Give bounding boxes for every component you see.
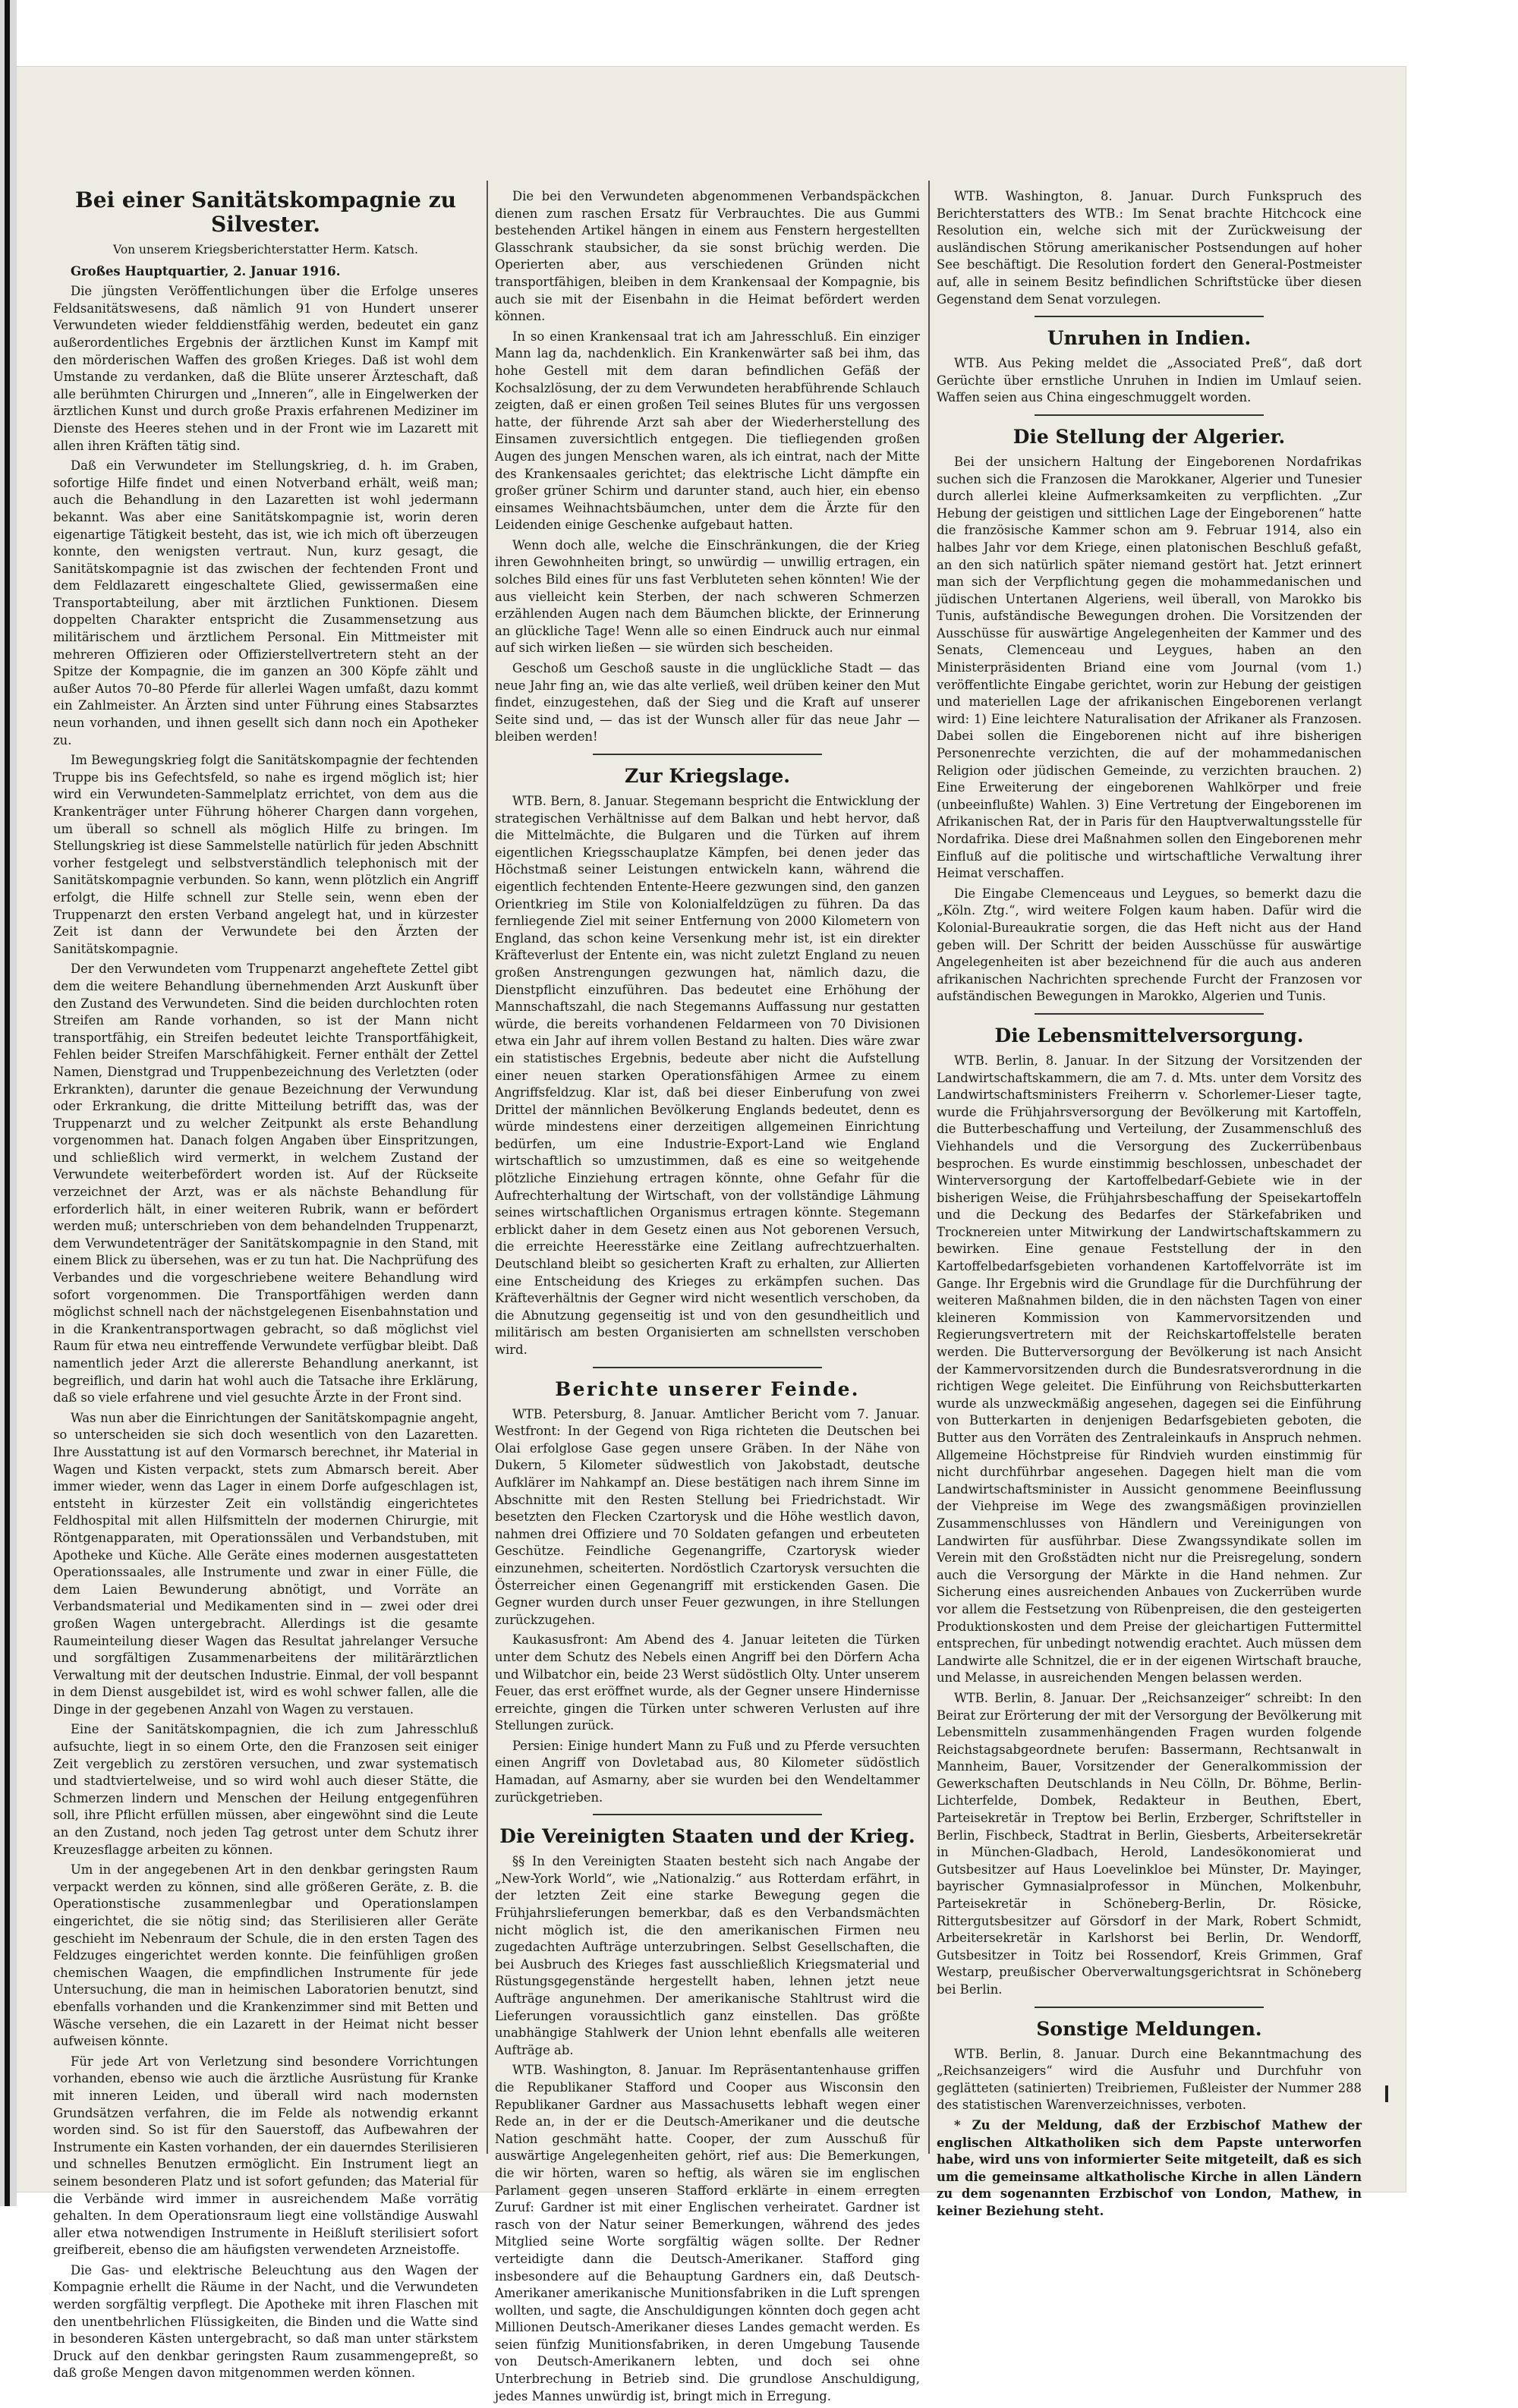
article-title: Die Lebensmittelversorgung.	[994, 1024, 1304, 1047]
paragraph: WTB. Washington, 8. Januar. Durch Funkspruch des Berichterstatters des WTB.: Im Senat brachte Hitchcock eine Resolution ein, welche sich mit der Zurückweisung der ausländischen Störung amerikanischer Postsendungen auf hoher See beschäftigt. Die Resolution fordert den General-Postmeister auf, alle in seinem Besitz befindlichen Schriftstücke über diesen Gegenstand dem Senat vorzulegen.	[937, 189, 1362, 307]
scan-edge	[0, 0, 17, 2206]
separator	[593, 754, 822, 755]
article-title: Die Vereinigten Staaten und der Krieg.	[499, 1825, 915, 1848]
paragraph: Was nun aber die Einrichtungen der Sanitätskompagnie angeht, so unterscheiden sie sich doch wesentlich von den Lazaretten. Ihre Ausstattung ist auf den Vormarsch berechnet, ihr Material in Wagen und Kisten verpackt, stets zum Abmarsch bereit. Aber immer wieder, wenn das Lager in einem Dorfe aufgeschlagen ist, entsteht in kürzester Zeit ein vollständig eingerichtetes Feldhospital mit allen Hilfsmitteln der modernen Chirurgie, mit Röntgenapparaten, mit Operationssälen und Verbandstuben, mit Apotheke und Küche. Alle Geräte eines modernen ausgestatteten Operationssaales, alle Instrumente und zwar in einer Fülle, die dem Laien Bewunderung abnötigt, und Vorräte an Verbandsmaterial und Medikamenten sind in — zwei oder drei großen Wagen untergebracht. Allerdings ist die gesamte Raumeinteilung dieser Wagen das Resultat jahrelanger Versuche und sorgfältigen Zusammenarbeitens der militärärztlichen Verwaltung mit der deutschen Industrie. Einmal, der voll bespannt in dem Dienst ausgebildet ist, wird es wohl schwer fallen, alle die Dinge in der gegebenen Anzahl von Wagen zu verstauen.	[53, 1410, 478, 1717]
newspaper-page	[17, 67, 1406, 2403]
paragraph: WTB. Berlin, 8. Januar. In der Sitzung der Vorsitzenden der Landwirtschaftskammern, die am 7. d. Mts. unter dem Vorsitz des Landwirtschaftsministers Freiherrn v. Schorlemer-Lieser tagte, wurde die Frühjahrsversorgung der Bevölkerung mit Kartoffeln, die Butterbeschaffung und Verteilung, der Zusammenschluß des Viehhandels und die Versorgung des Zuckerrübenbaus besprochen. Es wurde einstimmig beschlossen, unbeschadet der Winterversorgung der Kartoffelbedarf-Gebiete wie in der bisherigen Weise, die Frühjahrsbeschaffung der Speisekartoffeln und die Deckung des Bedarfes der Stärkefabriken und Trocknereien unter Mitwirkung der Landwirtschaftskammern zu bewirken. Eine genaue Feststellung der in den Kartoffelbedarfsgebieten vorhandenen Kartoffelvorräte ist im Gange. Ihr Ergebnis wird die Grundlage für die Durchführung der weiteren Maßnahmen bilden, die in den nächsten Tagen von einer kleineren Kommission von Kammervorsitzenden und Regierungsvertretern mit der Reichskartoffelstelle beraten werden. Die Butterversorgung der Bevölkerung ist nach Ansicht der Kammervorsitzenden durch die Bundesratsverordnung in die richtigen Wege geleitet. Die Einführung von Reichsbutterkarten wurde als unzweckmäßig angesehen, dagegen sei die Einführung von Butterkarten in denjenigen Bedarfsgebieten geboten, die Butter aus den Vorräten des Zentraleinkaufs in Anspruch nehmen. Allgemeine Höchstpreise für Rindvieh wurden einstimmig für nicht durchführbar angesehen. Dagegen hielt man die vom Landwirtschaftsminister in Aussicht genommene Beeinflussung der Viehpreise im Wege des zwangsmäßigen provinziellen Zusammenschlusses von Händlern und Vereinigungen von Landwirten für ausführbar. Diese Zwangssyndikate sollen im Verein mit den Großstädten nicht nur die Preisregelung, sondern auch die Versorgung der Märkte in die Hand nehmen. Zur Sicherung eines ausreichenden Anbaues von Zuckerrüben wurde vor allem die Festsetzung von Rübenpreisen, die den gesteigerten Produktionskosten und dem Preise der gleichartigen Futtermittel entsprechen, für unbedingt notwendig erachtet. Auch müssen dem Landwirte alle Schnitzel, die er in der eigenen Wirtschaft brauche, und Melasse, in ausreichenden Mengen belassen werden.	[937, 1053, 1362, 1686]
paragraph: WTB. Berlin, 8. Januar. Durch eine Bekanntmachung des „Reichsanzeigers“ wird die Ausfuhr und Durchfuhr von geglätteten (satinierten) Treibriemen, Fußleister der Nummer 288 des statistischen Warenverzeichnisses, verboten.	[937, 2046, 1362, 2113]
paragraph: Kaukasusfront: Am Abend des 4. Januar leiteten die Türken unter dem Schutz des Nebels einen Angriff bei den Dörfern Acha und Wilbatchor ein, beide 23 Werst südöstlich Olty. Unter unserem Feuer, das erst eröffnet wurde, als der Gegner unsere Hindernisse erreichte, gingen die Türken unter schweren Verlusten auf ihre Stellungen zurück.	[495, 1632, 920, 1733]
column-3	[937, 188, 1362, 2224]
column-rule	[487, 181, 488, 2154]
paragraph: Bei der unsichern Haltung der Eingeborenen Nordafrikas suchen sich die Franzosen die Marokkaner, Algerier und Tunesier durch allerlei kleine Aufmerksamkeiten zu verpflichten. „Zur Hebung der geistigen und sittlichen Lage der Eingeborenen“ hatte die französische Kammer schon am 9. Februar 1914, also ein halbes Jahr vor dem Kriege, einen platonischen Beschluß gefaßt, an den sich natürlich später niemand gestört hat. Jetzt erinnert man sich der Verpflichtung gegen die mohammedanischen und jüdischen Untertanen Algeriens, weil überall, von Marokko bis Tunis, aufständische Bewegungen drohen. Die Vorsitzenden der Ausschüsse für auswärtige Angelegenheiten der Kammer und des Senats, Clemenceau und Leygues, haben an den Ministerpräsidenten Briand eine vom Journal (vom 1.) veröffentlichte Eingabe gerichtet, worin zur Hebung der geistigen und materiellen Lage der afrikanischen Eingeborenen verlangt wird: 1) Eine leichtere Naturalisation der Afrikaner als Franzosen. Dabei sollen die Eingeborenen nicht auf ihre bisherigen Personenrechte verzichten, die auf der mohammedanischen Religion oder jüdischen Gemeinde, zu verzichten brauchen. 2) Eine Erweiterung der eingeborenen Wahlkörper und freie (unbeeinflußte) Wahlen. 3) Eine Vertretung der Eingeborenen im Afrikanischen Rat, der in Paris für den Hauptverwaltungsstelle für Nordafrika. Diese drei Maßnahmen sollen den Eingeborenen mehr Einfluß auf die politische und wirtschaftliche Verwaltung ihrer Heimat verschaffen.	[937, 454, 1362, 881]
paragraph: Die Eingabe Clemenceaus und Leygues, so bemerkt dazu die „Köln. Ztg.“, wird weitere Folgen kaum haben. Dafür wird die Kolonial-Bureaukratie sorgen, die das Heft nicht aus der Hand geben will. Der Schritt der beiden Ausschüsse für auswärtige Angelegenheiten ist aber bezeichnend für die auch aus anderen afrikanischen Nachrichten sprechende Furcht der Franzosen vor aufständischen Bewegungen in Marokko, Algerien und Tunis.	[937, 886, 1362, 1004]
paragraph	[53, 263, 478, 281]
column-1	[53, 188, 478, 2385]
paragraph: WTB. Petersburg, 8. Januar. Amtlicher Bericht vom 7. Januar. Westfront: In der Gegend von Riga richteten die Deutschen bei Olai erfolglose Gase gegen unsere Gräben. In der Nähe von Dukern, 5 Kilometer südwestlich von Jakobstadt, deutsche Aufklärer im Nahkampf an. Diese bestätigen nach ihrem Sinne im Abschnitte mit den Resten Stellung bei Friedrichstadt. Wir besetzten den Flecken Czartorysk und die Höhe westlich davon, nahmen drei Offiziere und 70 Soldaten gefangen und erbeuteten Geschütze. Feindliche Gegenangriffe, Czartorysk wieder einzunehmen, scheiterten. Nordöstlich Czartorysk versuchten die Österreicher einen Gegenangriff mit erstickenden Gasen. Die Gegner wurden durch unser Feuer gezwungen, in ihre Stellungen zurückzugehen.	[495, 1406, 920, 1627]
paragraph: Geschoß um Geschoß sauste in die unglückliche Stadt — das neue Jahr fing an, wie das alte verließ, weil drüben keiner den Mut findet, einzugestehen, daß der Sieg und die Kraft auf unserer Seite sind und, — das ist der Wunsch aller für das neue Jahr — bleiben werden!	[495, 661, 920, 744]
paragraph: WTB. Bern, 8. Januar. Stegemann bespricht die Entwicklung der strategischen Verhältnisse auf dem Balkan und hebt hervor, daß die Mittelmächte, die Bulgaren und die Türken auf ihrem eigentlichen Kriegsschauplatze Kämpfen, bei denen jeder das Höchstmaß seiner Leistungen entwickeln kann, während die eigentlich fechtenden Entente-Heere gezwungen sind, den ganzen Orientkrieg im Stile von Kolonialfeldzügen zu führen. Da das fernliegende Ziel mit seiner Entfernung von 2000 Kilometern von England, das schon keine Versenkung mehr ist, ist ein direkter Kräfteverlust der Entente ein, was nicht zuletzt England zu neuen großen Anstrengungen gezwungen hat, nämlich dazu, die Dienstpflicht einzuführen. Das bedeutet eine Erhöhung der Mannschaftszahl, die nach Stegemanns Auffassung nur gestatten würde, die bereits vorhandenen Feldarmeen von 70 Divisionen etwa ein Jahr auf ihrem vollen Bestand zu halten. Dies wäre zwar ein statistisches Ergebnis, bedeute aber nicht die Aufstellung einer neuen starken Operationsfähigen Armee zu einem Angriffsfeldzug. Klar ist, daß bei dieser Einberufung von zwei Drittel der männlichen Bevölkerung Englands bedeutet, denn es würde mindestens einer derzeitigen allgemeinen Einrichtung bedürfen, um eine Industrie-Export-Land wie England wirtschaftlich so umzustimmen, daß es eine so weitgehende plötzliche Einziehung ertragen könnte, ohne Gefahr für die Aufrechterhaltung der Wirtschaft, von der vollständige Lähmung seines wirtschaftlichen Organismus ertragen könnte. Stegemann erblickt daher in dem Gesetz einen aus Not geborenen Versuch, die erreichte Heeresstärke eine Zeitlang aufrechtzuerhalten. Deutschland bleibt so gesicherten Kraft zu erhalten, zur Allierten eine Entscheidung des Krieges zu erkämpfen suchen. Das Kräfteverhältnis der Gegner wird nicht wesentlich verschoben, da die Abnutzung gegenseitig ist und von den gesundheitlich und militärisch am besten Organisierten am schnellsten verschoben wird.	[495, 794, 920, 1357]
separator	[593, 1367, 822, 1368]
margin-mark	[1385, 2085, 1388, 2102]
separator	[1035, 1013, 1264, 1015]
column-2	[495, 188, 920, 2408]
paragraph: WTB. Berlin, 8. Januar. Der „Reichsanzeiger“ schreibt: In den Beirat zur Erörterung der mit der Versorgung der Bevölkerung mit Lebensmitteln zusammenhängenden Fragen wurden folgende Reichstagsabgeordnete berufen: Bassermann, Rechtsanwalt in Mannheim, Bauer, Vorsitzender der Generalkommission der Gewerkschaften Deutschlands in Neu Cölln, Dr. Böhme, Berlin-Lichterfelde, Dombek, Redakteur in Beuthen, Ebert, Parteisekretär in Treptow bei Berlin, Erzberger, Schriftsteller in Berlin, Fischbeck, Stadtrat in Berlin, Giesberts, Arbeitersekretär in München-Gladbach, Herold, Landesökonomierat und Gutsbesitzer auf Haus Loevelinkloe bei Münster, Dr. Mayinger, bayrischer Gymnasialprofessor in München, Molkenbuhr, Parteisekretär in Schöneberg-Berlin, Dr. Rösicke, Rittergutsbesitzer auf Görsdorf in der Mark, Robert Schmidt, Arbeitersekretär in Karlshorst bei Berlin, Dr. Wendorff, Gutsbesitzer in Toitz bei Rossendorf, Kreis Grimmen, Graf Westarp, preußischer Oberverwaltungsgerichtsrat in Schöneberg bei Berlin.	[937, 1690, 1362, 1997]
paragraph: Um in der angegebenen Art in den denkbar geringsten Raum verpackt werden zu können, sind alle größeren Geräte, z. B. die Operationstische zusammenlegbar und Operationslampen eingerichtet, die sie nötig sind; das Sterilisieren aller Geräte geschieht im Nebenraum der Schule, die in den ersten Tagen des Feldzuges eingerichtet werden konnte. Die feinfühligen großen chemischen Waagen, die empfindlichen Instrumente für jede Untersuchung, die man in heimischen Laboratorien benutzt, sind ebenfalls vorhanden und die Krankenzimmer sind mit Betten und Wäsche versehen, die ein Lazarett in der Heimat nicht besser aufweisen könnte.	[53, 1862, 478, 2049]
separator	[593, 1814, 822, 1815]
article-title: Zur Kriegslage.	[625, 765, 790, 787]
article-title: Sonstige Meldungen.	[1036, 2017, 1262, 2040]
separator	[1035, 414, 1264, 416]
paragraph: Eine der Sanitätskompagnien, die ich zum Jahresschluß aufsuchte, liegt in so einem Orte, den die Franzosen seit einiger Zeit vergeblich zu zerstören versuchen, und zwar systematisch und stadtviertelweise, und so wird wohl auch dieser Stätte, die Schmerzen lindern und Menschen der Heilung entgegenführen soll, ihre Pflicht erfüllen müssen, aber eingewöhnt sind die Leute an den Zustand, noch jeden Tag getrost unter dem Schutz ihrer Kreuzesflagge arbeiten zu können.	[53, 1722, 478, 1857]
paragraph: Im Bewegungskrieg folgt die Sanitätskompagnie der fechtenden Truppe bis ins Gefechtsfeld, so nahe es irgend möglich ist; hier wird ein Verwundeten-Sammelplatz errichtet, von dem aus die Krankenträger unter Führung höherer Chargen dann vorgehen, um überall so schnell als möglich Hilfe zu bringen. Im Stellungskrieg ist diese Sammelstelle natürlich für jeden Abschnitt vorher festgelegt und selbstverständlich telephonisch mit der Sanitätskompagnie verbunden. So kann, wenn plötzlich ein Angriff erfolgt, die Hilfe schnell zur Stelle sein, wenn eben der Truppenarzt den ersten Verband angelegt hat, und in kürzester Zeit ist dann der Verwundete bei den Ärzten der Sanitätskompagnie.	[53, 753, 478, 956]
paragraph: Die jüngsten Veröffentlichungen über die Erfolge unseres Feldsanitätswesens, daß nämlich 91 von Hundert unserer Verwundeten wieder felddienstfähig werden, bedeutet ein ganz außerordentliches Ergebnis der ärztlichen Kunst im Kampf mit den mörderischen Waffen des großen Krieges. Daß ist wohl dem Umstande zu verdanken, daß die Blüte unserer Ärzteschaft, daß alle berühmten Chirurgen und „Inneren“, alle in Eingelwerken der ärztlichen Kunst und durch große Praxis erfahrenen Mediziner im Dienste des Heeres stehen und in der Front wie im Lazarett mit allen ihren Kräften tätig sind.	[53, 284, 478, 453]
paragraph: Für jede Art von Verletzung sind besondere Vorrichtungen vorhanden, ebenso wie auch die ärztliche Ausrüstung für Kranke mit inneren Leiden, und überall wird nach modernsten Grundsätzen verfahren, die im Felde als notwendig erkannt worden sind. So ist für den Sauerstoff, das Aufbewahren der Instrumente ein Kasten vorhanden, der ein dauerndes Sterilisieren und schnelles Benutzen ermöglicht. Ein Instrument liegt an seinem besonderen Platz und ist sofort gefunden; das Material für die Verbände wird immer in ausreichendem Maße vorrätig gehalten. In dem Operationsraum liegt eine vollständige Auswahl aller etwa notwendigen Instrumente in Heißluft sterilisiert sofort greifbereit, ebenso die am häufigsten verwendeten Arzneistoffe.	[53, 2054, 478, 2258]
article-title: Bei einer Sanitätskompagnie zu Silvester.	[75, 187, 456, 237]
article-title: Die Stellung der Algerier.	[1013, 425, 1286, 448]
paragraph: WTB. Aus Peking meldet die „Associated Preß“, daß dort Gerüchte über ernstliche Unruhen in Indien im Umlauf seien. Waffen seien aus China eingeschmuggelt worden.	[937, 356, 1362, 405]
column-rule	[928, 181, 930, 2154]
separator	[1035, 316, 1264, 317]
paragraph: Wenn doch alle, welche die Einschränkungen, die der Krieg ihren Gewohnheiten bringt, so unwürdig — unwillig ertragen, ein solches Bild eines für uns fast Verbluteten sehen könnten! Wie der aus vielleicht kein Sterben, der nach schweren Schmerzen erzählenden Augen nach dem Bäumchen blickte, der Erinnerung an glückliche Tage! Wenn alle so einen Eindruck auch nur einmal auf sich wirken ließen — sie würden sich bescheiden.	[495, 537, 920, 656]
paragraph: Der den Verwundeten vom Truppenarzt angeheftete Zettel gibt dem die weitere Behandlung übernehmenden Arzt Auskunft über den Zustand des Verwundeten. Sind die beiden durchlochten roten Streifen am Rande vorhanden, so ist der Mann nicht transportfähig, ein Streifen bedeutet leichte Transportfähigkeit, Fehlen beider Streifen Marschfähigkeit. Ferner enthält der Zettel Namen, Dienstgrad und Truppenbezeichnung des Verletzten (oder Erkrankten), darunter die genaue Bezeichnung der Verwundung oder Erkrankung, die dritte Mitteilung betrifft das, was der Truppenarzt und zu welcher Zeitpunkt als erste Behandlung vorgenommen hat. Danach folgen Angaben über Einspritzungen, und schließlich wird vermerkt, in welchem Zustand der Verwundete weiterbefördert worden ist. Auf der Rückseite verzeichnet der Arzt, was er als nächste Behandlung für erforderlich hält, in einer weiteren Rubrik, wann er befördert werden muß; unterschrieben von dem behandelnden Truppenarzt, dem Verwundetenträger der Sanitätskompagnie in den Stand, mit einem Blick zu übersehen, was er zu tun hat. Die Nachprüfung des Verbandes und die vorgeschriebene weitere Behandlung wird sofort vorgenommen. Die Transportfähigen werden dann möglichst schnell nach der nächstgelegenen Eisenbahnstation und in die Krankentransportwagen gebracht, so daß möglichst viel Raum für etwa neu eintreffende Verwundete verfügbar bleibt. Daß namentlich jeder Arzt die allererste Behandlung anerkannt, ist begreiflich, und darin hat wohl auch die Tatsache ihre Erklärung, daß so viele erfahrene und viel gesuchte Ärzte in der Front sind.	[53, 962, 478, 1405]
article-title: Berichte unserer Feinde.	[555, 1377, 860, 1400]
paragraph: Die Gas- und elektrische Beleuchtung aus den Wagen der Kompagnie erhellt die Räume in der Nacht, und die Verwundeten werden sorgfältig verpflegt. Die Apotheke mit ihren Flaschen mit den unentbehrlichen Flüssigkeiten, die Binden und die Watte sind in besonderen Kästen untergebracht, so daß man unter stärkstem Druck auf den denkbar geringsten Raum zusammengepreßt, so daß große Mengen davon mitgenommen werden können.	[53, 2262, 478, 2381]
paragraph: * Zu der Meldung, daß der Erzbischof Mathew der englischen Altkatholiken sich dem Papste unterworfen habe, wird uns von informierter Seite mitgeteilt, daß es sich um die gemeinsame altkatholische Kirche in allen Ländern zu dem sogenannten Erzbischof von London, Mathew, in keiner Beziehung steht.	[937, 2117, 1362, 2218]
paragraph: In so einen Krankensaal trat ich am Jahresschluß. Ein einziger Mann lag da, nachdenklich. Ein Krankenwärter saß bei ihm, das hohe Gestell mit dem daran befindlichen Gefäß der Kochsalzlösung, der zu dem Verwundeten herabführende Schlauch zeigten, daß er einen großen Teil seines Blutes für uns vergossen hatte, der führende Arzt sah aber der Wiederherstellung des Einsamen zuversichtlich entgegen. Die tiefliegenden großen Augen des jungen Menschen waren, als ich eintrat, nach der Mitte des Krankensaales gerichtet; das elektrische Licht dämpfte ein großer grüner Schirm und darunter stand, auch hier, ein ebenso einsames Weihnachtsbäumchen, unter dem die Ärzte für den Leidenden einige Geschenke aufgebaut hatten.	[495, 329, 920, 533]
separator	[1035, 2007, 1264, 2008]
paragraph: Persien: Einige hundert Mann zu Fuß und zu Pferde versuchten einen Angriff von Dovletabad aus, 80 Kilometer südöstlich Hamadan, auf Asmarny, aber sie wurden bei den Wendeltammer zurückgetrieben.	[495, 1738, 920, 1805]
paragraph: Die bei den Verwundeten abgenommenen Verbandspäckchen dienen zum raschen Ersatz für Verbrauchtes. Die aus Gummi bestehenden Artikel hängen in einem aus Fenstern hergestellten Glasschrank staubsicher, da sie sonst brüchig werden. Die Operierten aber, aus verschiedenen Gründen nicht transportfähigen, bleiben in dem Krankensaal der Kompagnie, bis auch sie mit der Eisenbahn in die Heimat befördert werden können.	[495, 189, 920, 324]
article-byline: Von unserem Kriegsberichterstatter Herm. Katsch.	[113, 243, 418, 257]
paragraph: WTB. Washington, 8. Januar. Im Repräsentantenhause griffen die Republikaner Stafford und Cooper aus Wisconsin den Republikaner Gardner aus Massachusetts lebhaft wegen einer Rede an, in der er die Deutsch-Amerikaner und die deutsche Nation geschmäht hatte. Cooper, der zum Ausschuß für auswärtige Angelegenheiten gehört, rief aus: Die Bemerkungen, die wir hörten, waren so heftig, als wären sie im englischen Parlament gegen unseren Stafford erklärte in einem erregten Zuruf: Gardner ist mit einer Englischen verheiratet. Gardner ist rasch von der Natur seiner Bemerkungen, während des jedes Mitglied seine Worte sorgfältig wägen sollte. Der Redner verteidigte dann die Deutsch-Amerikaner. Stafford ging insbesondere auf die Behauptung Gardners ein, daß Deutsch-Amerikaner amerikanische Munitionsfabriken in die Luft sprengen wollten, und sagte, die Anschuldigungen könnten doch gegen acht Millionen Deutsch-Amerikaner dieses Landes gemacht werden. Es seien fünfzig Munitionsfabriken, in deren Umgebung Tausende von Deutsch-Amerikanern lebten, und doch sei ohne Unterbrechung in Betrieb sind. Die grundlose Anschuldigung, jedes Mannes unwürdig ist, bringt mich in Erregung.	[495, 2063, 920, 2403]
scan-edge-bar	[5, 0, 10, 2206]
paragraph: Daß ein Verwundeter im Stellungskrieg, d. h. im Graben, sofortige Hilfe findet und einen Notverband erhält, weiß man; auch die Behandlung in den Lazaretten ist wohl jedermann bekannt. Was aber eine Sanitätskompagnie ist, worin deren eigenartige Tätigkeit besteht, das ist, wie ich mich oft überzeugen konnte, den wenigsten vertraut. Nun, kurz gesagt, die Sanitätskompagnie ist das zwischen der fechtenden Front und dem Feldlazarett eingeschaltete Glied, gewissermaßen eine Transportabteilung, aber mit ärztlichen Funktionen. Diesem doppelten Charakter entspricht die Zusammensetzung aus militärischem und ärztlichem Personal. Ein Mittmeister mit mehreren Offizieren oder Offizierstellvertretern steht an der Spitze der Kompagnie, die im ganzen an 300 Köpfe zählt und außer Autos 70–80 Pferde für allerlei Wagen umfaßt, dazu kommt ein Zahlmeister. An Ärzten sind unter Führung eines Stabsarztes neun vorhanden, und ihnen gesellt sich dann noch ein Apotheker zu.	[53, 458, 478, 748]
dateline: Großes Hauptquartier, 2. Januar 1916.	[70, 263, 341, 279]
article-title: Unruhen in Indien.	[1047, 327, 1252, 350]
paragraph: §§ In den Vereinigten Staaten besteht sich nach Angabe der „New-York World“, wie „Nationalzig.“ aus Rotterdam erfährt, in der letzten Zeit eine starke Bewegung gegen die Frühjahrslieferungen bemerkbar, daß es den Verbandsmächten nicht möglich ist, die den amerikanischen Firmen neu zugedachten Aufträge unterzubringen. Selbst Gesellschaften, die bei Ausbruch des Krieges fast ausschließlich Kriegsmaterial und Rüstungsgegenstände hergestellt haben, lehnen jetzt neue Aufträge angunehmen. Der amerikanische Stahltrust wird die Lieferungen voraussichtlich ganz einstellen. Das größte unabhängige Stahlwerk der Union lehnt ebenfalls alle weiteren Aufträge ab.	[495, 1854, 920, 2057]
